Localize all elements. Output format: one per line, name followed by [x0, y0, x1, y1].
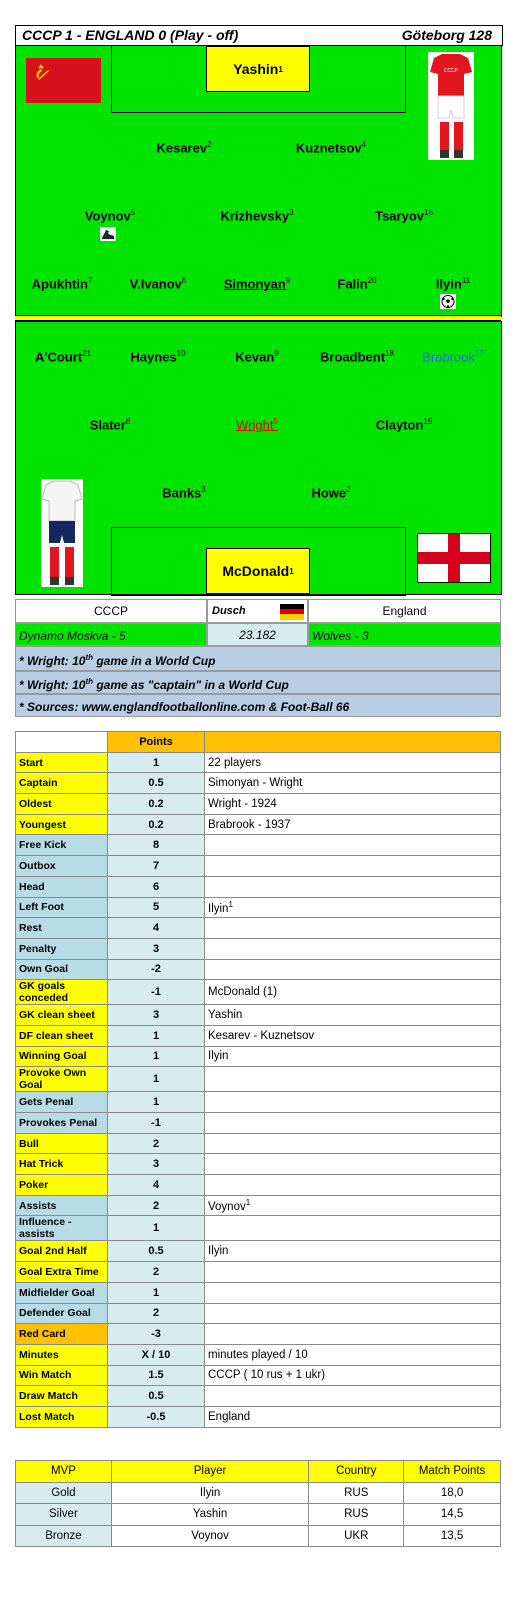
points-value: 3: [108, 1154, 205, 1175]
coach1: Dynamo Moskva - 5: [15, 623, 207, 646]
points-row: [16, 959, 501, 980]
points-label: GK goals conceded: [16, 980, 108, 1005]
cccp-goalkeeper: Yashin 1: [206, 46, 310, 92]
points-value: 4: [108, 918, 205, 939]
points-row: [16, 1025, 501, 1046]
points-note: Brabrook - 1937: [205, 814, 501, 835]
points-value: 1: [108, 1046, 205, 1067]
mvp-player: Ilyin: [111, 1482, 309, 1504]
svg-text:CCCP: CCCP: [443, 68, 459, 74]
cccp-player-tsaryov: Tsaryov$^{16}$: [375, 208, 433, 224]
points-note: [205, 918, 501, 939]
mvp-table: [15, 1460, 501, 1547]
points-value: 1.5: [108, 1365, 205, 1386]
points-row: [16, 1175, 501, 1196]
points-row: [16, 773, 501, 794]
points-label: Provokes Penal: [16, 1113, 108, 1134]
mvp-header: Country: [309, 1461, 404, 1483]
points-value: 1: [108, 1216, 205, 1241]
points-label: Poker: [16, 1175, 108, 1196]
points-row: [16, 897, 501, 918]
points-value: 1: [108, 1025, 205, 1046]
match-title: CCCP 1 - ENGLAND 0 (Play - off): [22, 27, 239, 43]
points-row: [16, 1406, 501, 1427]
points-row: [16, 980, 501, 1005]
match-venue: Göteborg 128: [401, 27, 492, 43]
points-row: [16, 1216, 501, 1241]
cccp-player-simonyan-captain: Simonyan$^9$: [223, 276, 291, 292]
cccp-player-voynov: Voynov$^5$: [84, 208, 136, 224]
match-header: [15, 25, 503, 46]
points-value: 1: [108, 1092, 205, 1113]
eng-player-acourt: A'Court$^{21}$: [34, 349, 92, 365]
points-label: Gets Penal: [16, 1092, 108, 1113]
points-row: [16, 1324, 501, 1345]
points-row: [16, 1241, 501, 1262]
points-label: Midfielder Goal: [16, 1282, 108, 1303]
cccp-player-kuznetsov: Kuznetsov$^4$: [295, 140, 367, 156]
points-label: Provoke Own Goal: [16, 1067, 108, 1092]
points-row: [16, 752, 501, 773]
points-value: 6: [108, 876, 205, 897]
mvp-header: Player: [111, 1461, 309, 1483]
cccp-player-falin: Falin$^{20}$: [337, 276, 377, 292]
eng-player-haynes: Haynes$^{10}$: [130, 349, 186, 365]
points-value: 1: [108, 1067, 205, 1092]
points-value: X / 10: [108, 1344, 205, 1365]
points-row: [16, 876, 501, 897]
points-value: 1: [108, 1282, 205, 1303]
points-note: [205, 835, 501, 856]
points-row: [16, 835, 501, 856]
points-label: Defender Goal: [16, 1303, 108, 1324]
points-note: Ilyin: [205, 1241, 501, 1262]
mvp-points: 14,5: [404, 1504, 501, 1526]
eng-player-slater: Slater$^6$: [89, 417, 131, 433]
points-note: CCCP ( 10 rus + 1 ukr): [205, 1365, 501, 1386]
points-label: Goal 2nd Half: [16, 1241, 108, 1262]
points-row: [16, 1092, 501, 1113]
eng-player-howe: Howe$^2$: [311, 485, 351, 501]
points-label: Start: [16, 752, 108, 773]
points-row: [16, 1262, 501, 1283]
points-label: Assists: [16, 1195, 108, 1216]
points-row: [16, 1005, 501, 1026]
points-label: Red Card: [16, 1324, 108, 1345]
points-note: [205, 1154, 501, 1175]
coach2: Wolves - 3: [308, 623, 501, 646]
mvp-row: [16, 1504, 501, 1526]
boot-assist-icon: [100, 227, 116, 241]
points-value: 0.2: [108, 794, 205, 815]
points-row: [16, 1195, 501, 1216]
points-header-blank: [16, 732, 108, 753]
points-note: 22 players: [205, 752, 501, 773]
team2-name: England: [308, 599, 501, 623]
points-value: 3: [108, 1005, 205, 1026]
attendance: 23.182: [207, 623, 308, 646]
mvp-rank: Silver: [16, 1504, 112, 1526]
mvp-player: Voynov: [111, 1525, 309, 1547]
points-row: [16, 1386, 501, 1407]
note-1: * Wright: 10th game in a World Cup: [15, 646, 501, 671]
points-label: Bull: [16, 1133, 108, 1154]
mvp-points: 18,0: [404, 1482, 501, 1504]
eng-player-kevan: Kevan$^9$: [235, 349, 279, 365]
mvp-country: RUS: [309, 1482, 404, 1504]
points-value: 0.5: [108, 773, 205, 794]
mvp-points: 13,5: [404, 1525, 501, 1547]
points-note: [205, 856, 501, 877]
points-value: 8: [108, 835, 205, 856]
points-note: [205, 1386, 501, 1407]
cccp-player-kesarev: Kesarev$^2$: [156, 140, 212, 156]
points-label: Penalty: [16, 938, 108, 959]
points-label: Own Goal: [16, 959, 108, 980]
points-value: 3: [108, 938, 205, 959]
points-value: 4: [108, 1175, 205, 1196]
points-row: [16, 856, 501, 877]
points-note: Ilyin$^1$: [205, 897, 501, 918]
eng-player-clayton: Clayton$^{15}$: [375, 417, 433, 433]
points-label: GK clean sheet: [16, 1005, 108, 1026]
points-label: Influence - assists: [16, 1216, 108, 1241]
referee-cell: [207, 599, 308, 623]
cccp-kit-icon: [428, 52, 474, 160]
eng-player-broadbent: Broadbent$^{18}$: [320, 349, 394, 365]
points-note: Kesarev - Kuznetsov: [205, 1025, 501, 1046]
points-value: 2: [108, 1303, 205, 1324]
cccp-player-krizhevsky: Krizhevsky$^3$: [220, 208, 294, 224]
points-note: [205, 1324, 501, 1345]
points-note: [205, 1216, 501, 1241]
points-label: Lost Match: [16, 1406, 108, 1427]
points-value: 2: [108, 1133, 205, 1154]
points-note: [205, 1282, 501, 1303]
points-row: [16, 918, 501, 939]
points-row: [16, 1282, 501, 1303]
points-value: -1: [108, 1113, 205, 1134]
points-label: Win Match: [16, 1365, 108, 1386]
points-header-note: [205, 732, 501, 753]
points-note: [205, 1303, 501, 1324]
points-note: Ilyin: [205, 1046, 501, 1067]
points-row: [16, 938, 501, 959]
points-value: 7: [108, 856, 205, 877]
points-row: [16, 1133, 501, 1154]
points-value: 2: [108, 1262, 205, 1283]
team1-name: CCCP: [15, 599, 207, 623]
points-note: [205, 1092, 501, 1113]
points-value: 0.5: [108, 1386, 205, 1407]
mvp-rank: Bronze: [16, 1525, 112, 1547]
points-note: [205, 1113, 501, 1134]
points-row: [16, 1067, 501, 1092]
mvp-rank: Gold: [16, 1482, 112, 1504]
mvp-row: [16, 1525, 501, 1547]
mvp-row: [16, 1482, 501, 1504]
england-goalkeeper: McDonald 1: [206, 548, 310, 594]
points-header: Points: [108, 732, 205, 753]
points-row: [16, 814, 501, 835]
points-note: England: [205, 1406, 501, 1427]
points-note: Simonyan - Wright: [205, 773, 501, 794]
note-3: * Sources: www.englandfootballonline.com & Foot-Ball 66: [15, 694, 501, 717]
mvp-header: Match Points: [404, 1461, 501, 1483]
mvp-player: Yashin: [111, 1504, 309, 1526]
points-label: Winning Goal: [16, 1046, 108, 1067]
points-label: Draw Match: [16, 1386, 108, 1407]
mvp-header: MVP: [16, 1461, 112, 1483]
points-note: McDonald (1): [205, 980, 501, 1005]
points-row: [16, 1046, 501, 1067]
england-flag: [417, 533, 491, 583]
points-note: [205, 1175, 501, 1196]
points-note: minutes played / 10: [205, 1344, 501, 1365]
mvp-country: UKR: [309, 1525, 404, 1547]
cccp-player-apukhtin: Apukhtin$^7$: [31, 276, 93, 292]
eng-player-brabrook: Brabrook$^{17}$: [422, 349, 484, 365]
points-label: Left Foot: [16, 897, 108, 918]
points-label: Oldest: [16, 794, 108, 815]
points-label: Minutes: [16, 1344, 108, 1365]
points-value: -0.5: [108, 1406, 205, 1427]
points-label: Youngest: [16, 814, 108, 835]
points-label: Outbox: [16, 856, 108, 877]
points-note: [205, 959, 501, 980]
ussr-flag: [25, 57, 102, 104]
points-value: 0.5: [108, 1241, 205, 1262]
england-kit-icon: [41, 479, 83, 587]
points-row: [16, 794, 501, 815]
points-note: [205, 1133, 501, 1154]
points-note: [205, 876, 501, 897]
points-row: [16, 1365, 501, 1386]
points-note: Wright - 1924: [205, 794, 501, 815]
points-value: 0.2: [108, 814, 205, 835]
points-row: [16, 1113, 501, 1134]
points-note: [205, 1067, 501, 1092]
points-table: [15, 731, 501, 1428]
football-goal-icon: [440, 294, 456, 309]
points-label: Hat Trick: [16, 1154, 108, 1175]
points-value: 5: [108, 897, 205, 918]
points-note: Voynov$^1$: [205, 1195, 501, 1216]
points-row: [16, 1303, 501, 1324]
mvp-header-row: [16, 1461, 501, 1483]
referee-name: Dusch: [212, 605, 246, 617]
note-2: * Wright: 10th game as "captain" in a World Cup: [15, 671, 501, 694]
points-row: [16, 1344, 501, 1365]
points-label: Captain: [16, 773, 108, 794]
cccp-player-ilyin: Ilyin$^{11}$: [435, 276, 471, 292]
cccp-player-vivanov: V.Ivanov$^8$: [129, 276, 187, 292]
points-row: [16, 1154, 501, 1175]
points-label: DF clean sheet: [16, 1025, 108, 1046]
points-label: Free Kick: [16, 835, 108, 856]
points-label: Rest: [16, 918, 108, 939]
points-note: [205, 938, 501, 959]
points-note: Yashin: [205, 1005, 501, 1026]
points-label: Head: [16, 876, 108, 897]
points-value: 2: [108, 1195, 205, 1216]
points-value: -2: [108, 959, 205, 980]
points-value: -3: [108, 1324, 205, 1345]
points-label: Goal Extra Time: [16, 1262, 108, 1283]
eng-player-banks: Banks$^3$: [162, 485, 206, 501]
points-value: 1: [108, 752, 205, 773]
points-note: [205, 1262, 501, 1283]
points-value: -1: [108, 980, 205, 1005]
mvp-country: RUS: [309, 1504, 404, 1526]
germany-flag: [280, 604, 304, 620]
eng-player-wright-captain: Wright$^5$: [236, 417, 278, 433]
